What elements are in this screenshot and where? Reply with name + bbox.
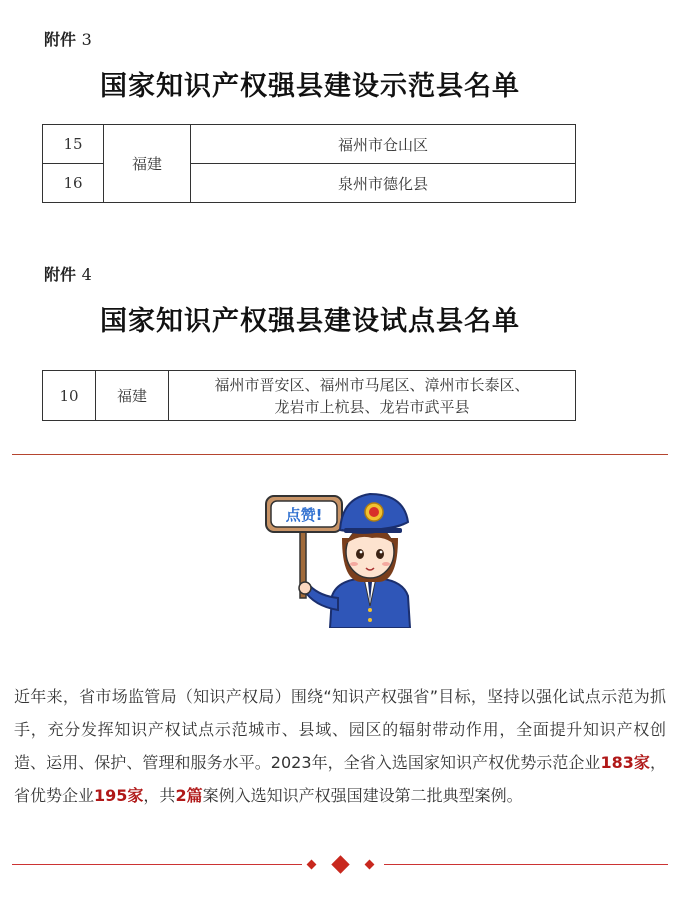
attachment-label-number: 4 <box>81 265 92 284</box>
attachment-label-number: 3 <box>81 30 92 49</box>
attachment-label-text: 附件 <box>44 265 77 284</box>
paragraph-text: ，省优势企业 <box>14 753 666 805</box>
footer-divider-right <box>384 864 668 865</box>
attachment-4-title: 国家知识产权强县建设试点县名单 <box>100 306 520 337</box>
row-number: 10 <box>43 371 96 421</box>
attachment-3-label <box>44 27 92 50</box>
table-row <box>43 125 576 164</box>
pilot-county-table <box>42 370 576 421</box>
highlight-count: 195家 <box>94 786 144 805</box>
small-diamond-icon <box>365 860 375 870</box>
region-cell <box>169 371 576 421</box>
section-divider <box>12 454 668 455</box>
province-cell: 福建 <box>96 371 169 421</box>
table-row <box>43 371 576 421</box>
highlight-count: 2篇 <box>175 786 203 805</box>
large-diamond-icon <box>331 855 349 873</box>
province-cell: 福建 <box>104 125 191 203</box>
small-diamond-icon <box>307 860 317 870</box>
region-cell: 泉州市德化县 <box>191 164 576 203</box>
footer-divider-left <box>12 864 302 865</box>
attachment-3-title: 国家知识产权强县建设示范县名单 <box>100 71 520 102</box>
region-cell: 福州市仓山区 <box>191 125 576 164</box>
sign-text: 点赞! <box>285 506 323 524</box>
attachment-4-label <box>44 262 92 285</box>
demonstration-county-table <box>42 124 576 203</box>
highlight-count: 183家 <box>600 753 650 772</box>
region-line: 福州市晋安区、福州市马尾区、漳州市长泰区、 <box>214 375 530 394</box>
row-number: 15 <box>43 125 104 164</box>
attachment-label-text: 附件 <box>44 30 77 49</box>
paragraph-text: 近年来，省市场监管局（知识产权局）围绕“知识产权强省”目标，坚持以强化试点示范为抓手，充分发挥知识产权试点示范城市、县域、园区的辐射带动作用，全面提升知识产权创造、运用、保护、管理和服务水平。2023年，全省入选国家知识产权优势示范企业 <box>14 687 666 772</box>
paragraph-text: ，共 <box>143 786 176 805</box>
thumbs-up-mascot-illustration <box>258 478 418 628</box>
article-paragraph <box>14 680 666 812</box>
paragraph-text: 案例入选知识产权强国建设第二批典型案例。 <box>202 786 523 805</box>
region-line: 龙岩市上杭县、龙岩市武平县 <box>274 397 470 416</box>
row-number: 16 <box>43 164 104 203</box>
